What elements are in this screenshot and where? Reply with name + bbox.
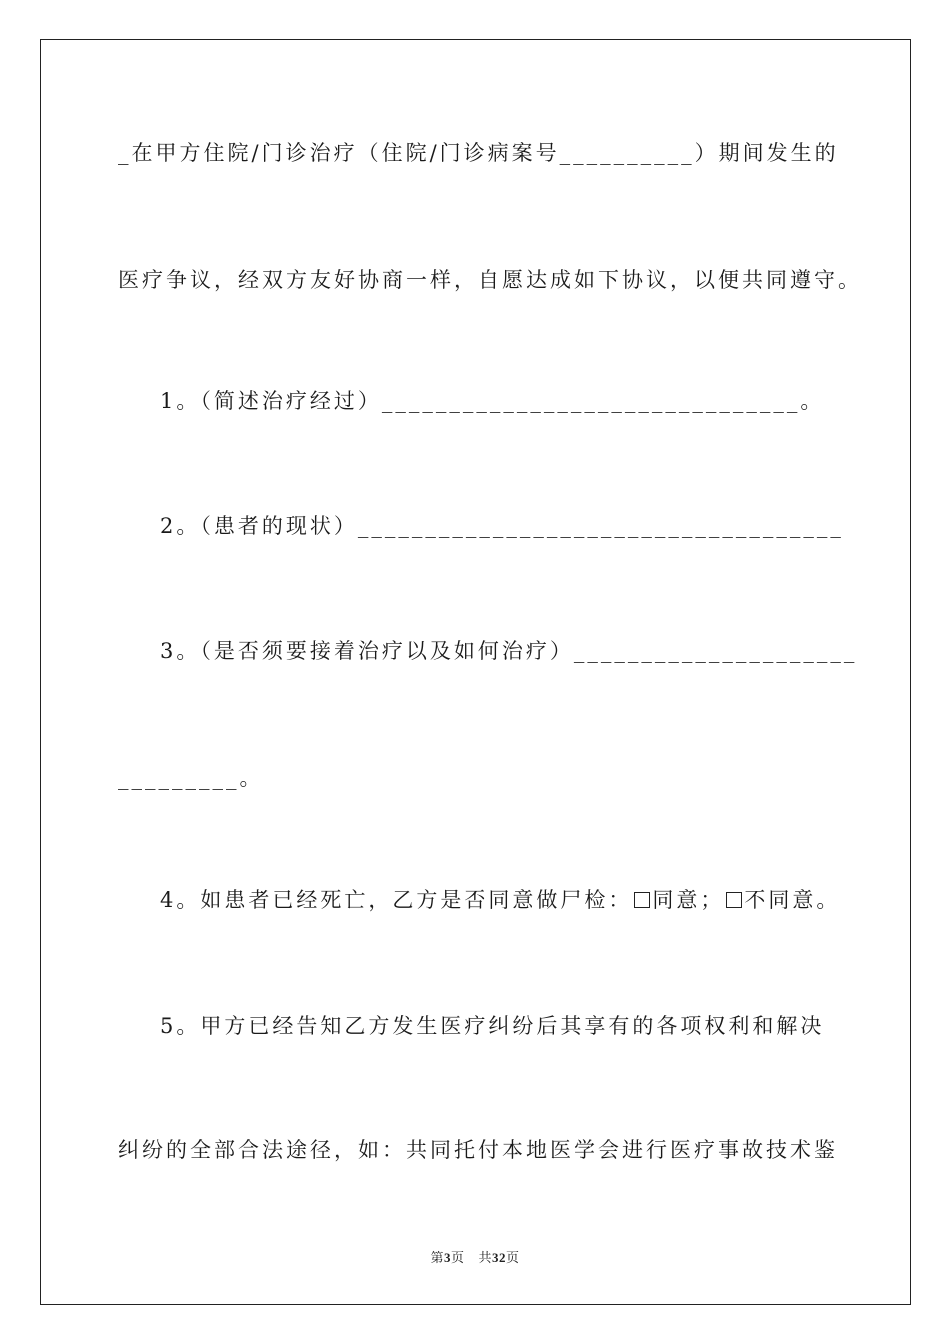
page-suffix: 页 <box>451 1251 465 1266</box>
item-4-text: 4。如患者已经死亡，乙方是否同意做尸检： <box>160 888 633 912</box>
total-prefix: 共 <box>478 1251 492 1266</box>
disagree-checkbox[interactable] <box>726 892 742 908</box>
total-suffix: 页 <box>505 1251 520 1266</box>
item-3-further-treatment: 3。（是否须要接着治疗以及如何治疗）_____________________ <box>160 639 858 663</box>
paragraph-line-2: 医疗争议，经双方友好协商一样，自愿达成如下协议，以便共同遵守。 <box>118 268 862 292</box>
paragraph-line-1: _在甲方住院/门诊治疗（住院/门诊病案号__________）期间发生的 <box>118 141 839 165</box>
item-5-rights-line-2: 纠纷的全部合法途径，如：共同托付本地医学会进行医疗事故技术鉴 <box>118 1138 838 1162</box>
current-page-number: 3 <box>444 1250 452 1265</box>
page-prefix: 第 <box>430 1251 445 1266</box>
total-page-number: 32 <box>491 1250 506 1265</box>
page-footer <box>0 1247 950 1266</box>
agree-checkbox[interactable] <box>634 892 650 908</box>
item-4-autopsy <box>160 884 880 914</box>
agree-label: 同意； <box>652 888 725 912</box>
item-5-rights-line-1: 5。甲方已经告知乙方发生医疗纠纷后其享有的各项权利和解决 <box>160 1014 825 1038</box>
page-border <box>40 39 911 1305</box>
item-1-treatment-process: 1。（简述治疗经过）_______________________________。 <box>160 389 825 413</box>
item-2-patient-status: 2。（患者的现状）____________________________________ <box>160 514 844 538</box>
disagree-label: 不同意。 <box>744 888 841 912</box>
item-3-continuation: _________。 <box>118 766 264 790</box>
